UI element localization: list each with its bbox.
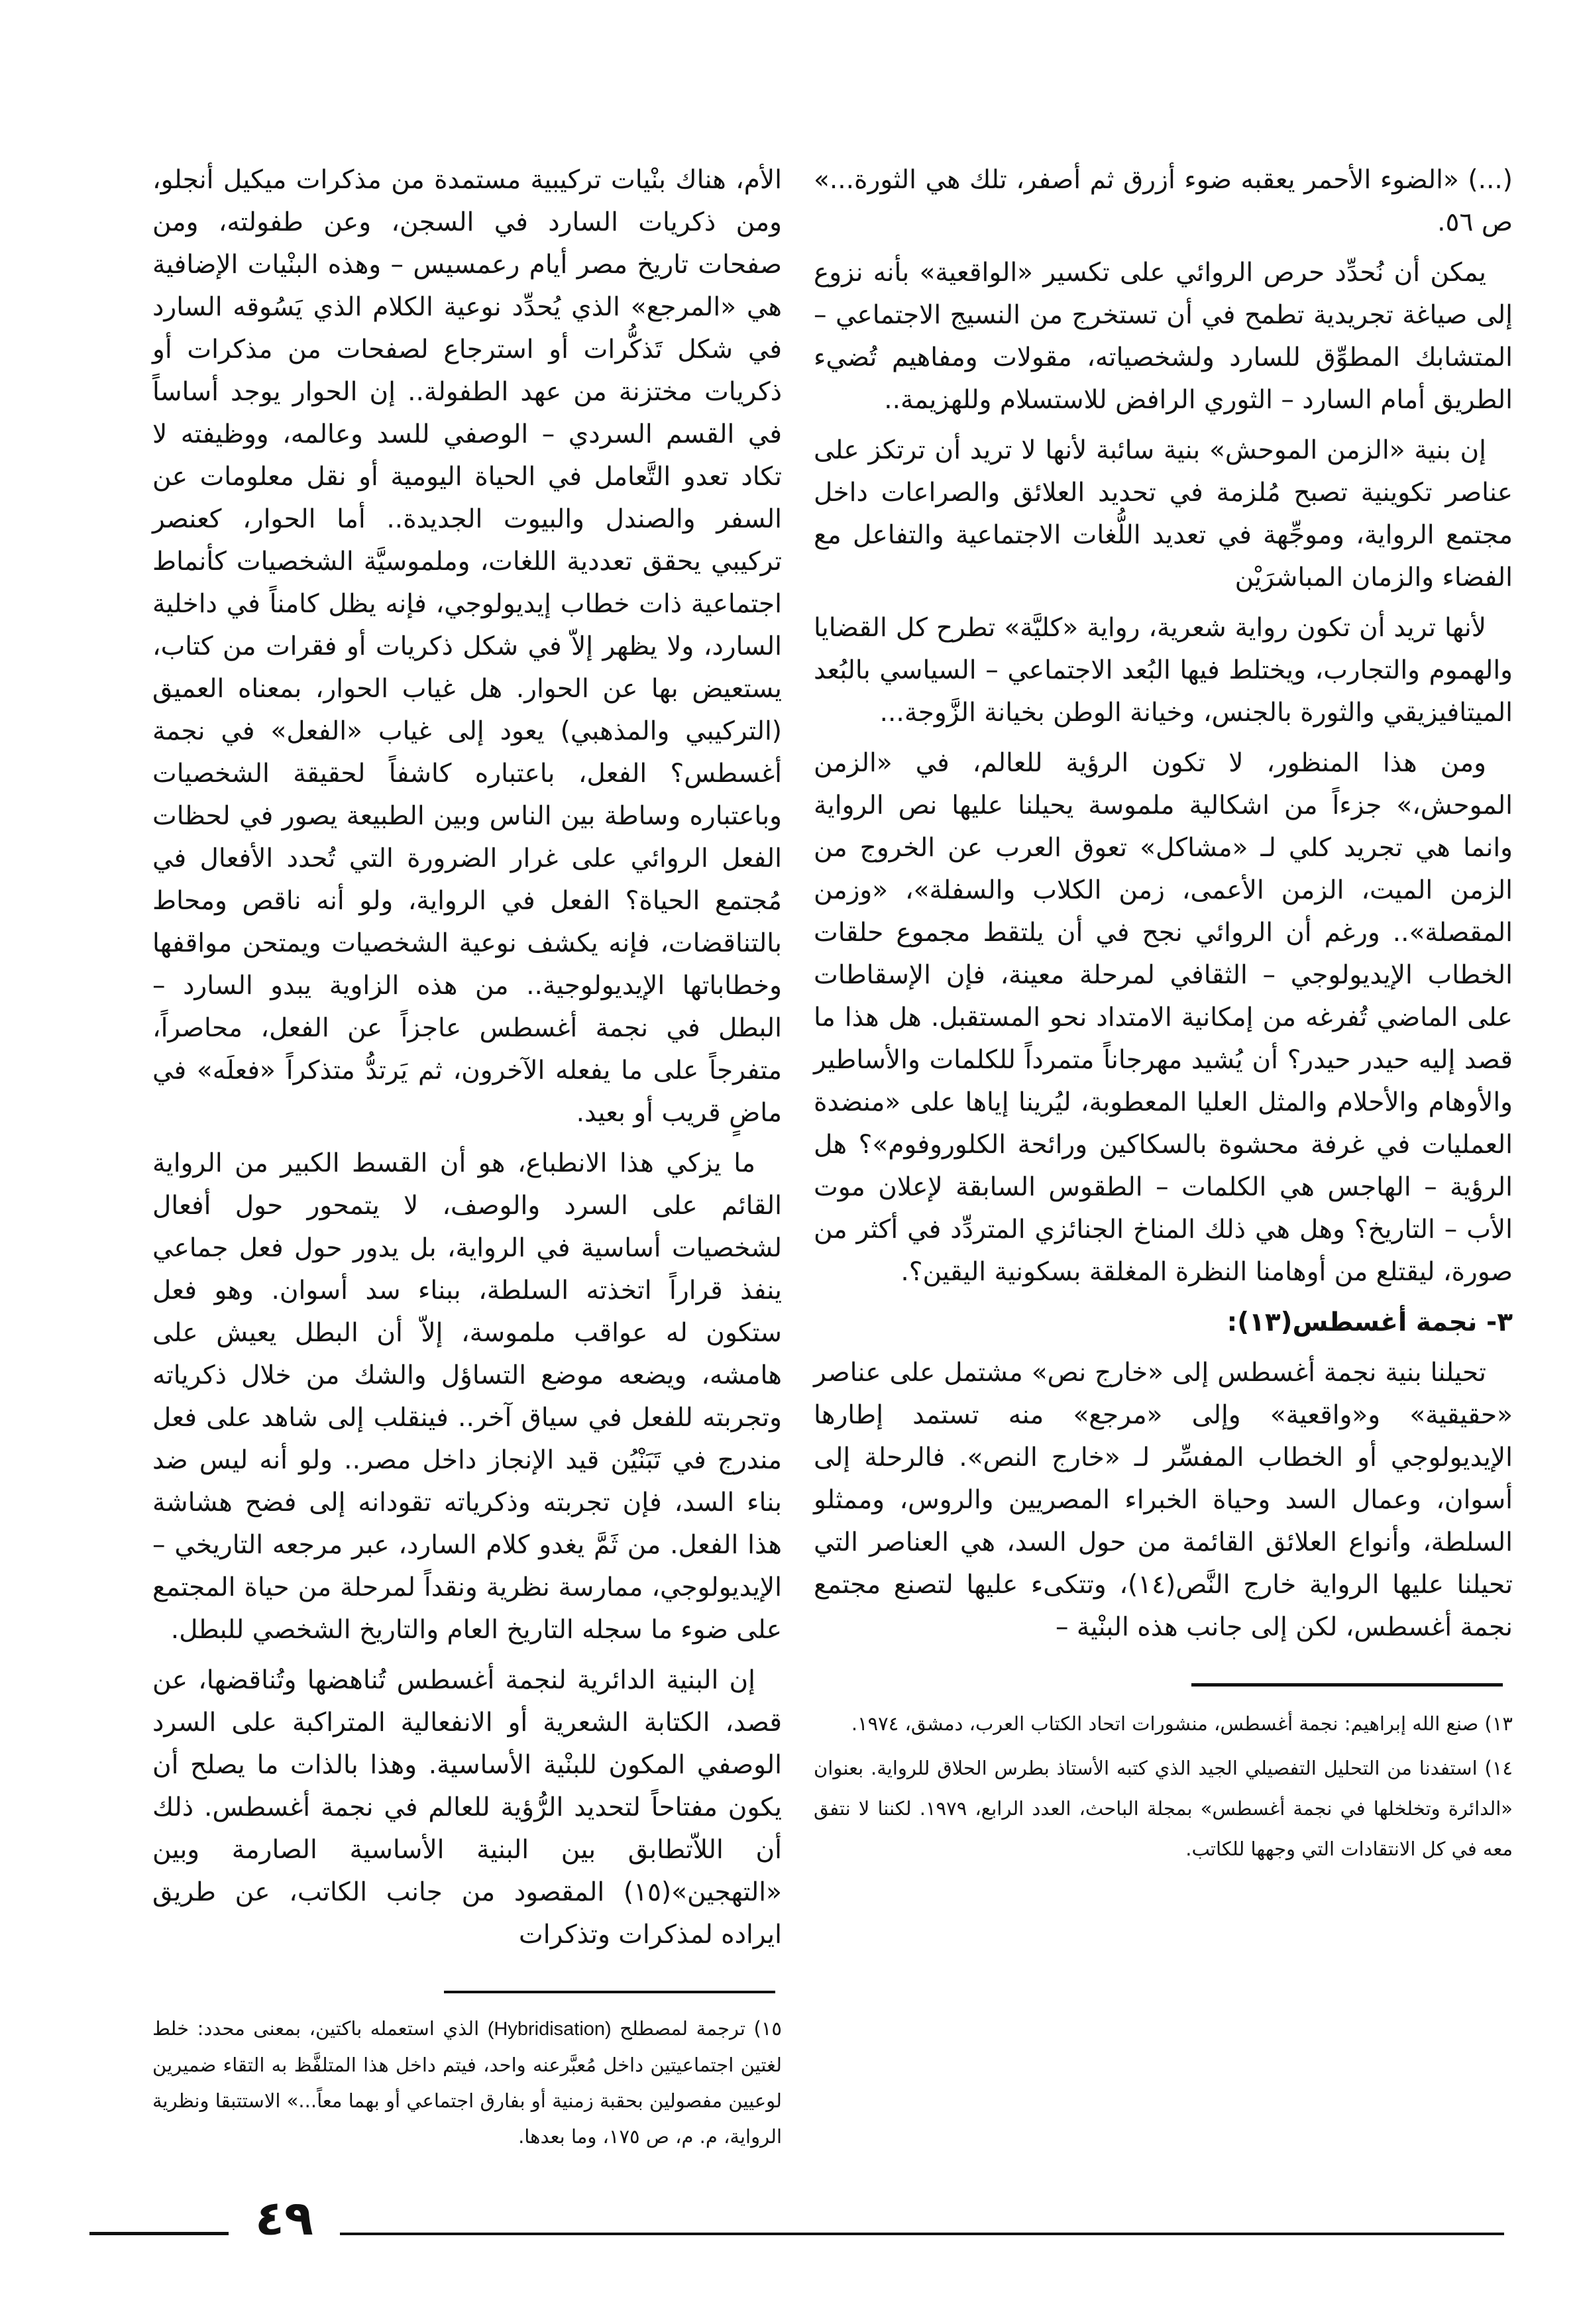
footnote-divider-right (1191, 1683, 1503, 1687)
footnote-divider-left (444, 1991, 775, 1993)
section-heading: ٣- نجمة أغسطس(١٣): (1226, 1307, 1513, 1337)
bottom-rule-left (89, 2232, 229, 2235)
paragraph: تحيلنا بنية نجمة أغسطس إلى «خارج نص» مشتمل على عناصر «حقيقية» و«واقعية» وإلى «مرجع» منه تستمد إطارها الإيديولوجي أو الخطاب المفسِّر لـ «خارج النص». فالرحلة إلى أسوان، وعمال السد وحياة الخبراء المصريين والروس، وممثلو السلطة، وأنواع العلائق القائمة من حول السد، هي العناصر التي تحيلنا عليها الرواية خارج النَّص(١٤)، وتتكىء عليها لتصنع مجتمع نجمة أغسطس، لكن إلى جانب هذه البنْية – (814, 1358, 1513, 1642)
right-column (814, 159, 1513, 1657)
page-footer (89, 2191, 1504, 2244)
footnote-15-term: (Hybridisation) (487, 2019, 612, 2040)
paragraph: إن بنية «الزمن الموحش» بنية سائبة لأنها لا تريد أن ترتكز على عناصر تكوينية تصبح مُلزمة في تحديد العلائق والصراعات داخل مجتمع الرواية، وموجِّهة في تعديد اللُّغات الاجتماعية والتفاعل مع الفضاء والزمان المباشرَيْن (814, 435, 1513, 592)
right-column-wrapper (814, 159, 1513, 1873)
footnote-15-text: الذي استعمله باكتين، بمعنى محدد: خلط لغتين اجتماعيتين داخل مُعبَّرعنه واحد، فيتم داخل هذا المتلفَّظ به التقاء ضميرين لوعيين مفصولين بحقبة زمنية أو بفارق اجتماعي أو بهما معاً...» الاستتبقا ونظرية الرواية، م. م، ص ١٧٥، وما بعدها. (152, 2017, 782, 2148)
paragraph: ما يزكي هذا الانطباع، هو أن القسط الكبير من الرواية القائم على السرد والوصف، لا يتمحور حول أفعال لشخصيات أساسية في الرواية، بل يدور حول فعل جماعي ينفذ قراراً اتخذته السلطة، ببناء سد أسوان. وهو فعل ستكون له عواقب ملموسة، إلاّ أن البطل يعيش على هامشه، ويضعه موضع التساؤل والشك من خلال ذكرياته وتجربته للفعل في سياق آخر.. فينقلب إلى شاهد على فعل مندرج في تَبَنْيُن قيد الإنجاز داخل مصر.. ولو أنه ليس ضد بناء السد، فإن تجربته وذكرياته تقودانه إلى فضح هشاشة هذا الفعل. من ثَمَّ يغدو كلام السارد، عبر مرجعه التاريخي – الإيديولوجي، ممارسة نظرية ونقداً لمرحلة من حياة المجتمع على ضوء ما سجله التاريخ العام والتاريخ الشخصي للبطل. (152, 1148, 782, 1645)
page-number: ٤٩ (255, 2190, 313, 2246)
paragraph: يمكن أن نُحدِّد حرص الروائي على تكسير «الواقعية» بأنه نزوع إلى صياغة تجريدية تطمح في أن تستخرج من النسيج الاجتماعي – المتشابك المطوِّق للسارد ولشخصياته، مقولات ومفاهيم تُضيء الطريق أمام السارد – الثوري الرافض للاستسلام وللهزيمة.. (814, 258, 1513, 415)
left-column (152, 159, 782, 1964)
paragraph: الأم، هناك بنْيات تركيبية مستمدة من مذكرات ميكيل أنجلو، ومن ذكريات السارد في السجن، وعن طفولته، ومن صفحات تاريخ مصر أيام رعمسيس – وهذه البنْيات الإضافية هي «المرجع» الذي يُحدِّد نوعية الكلام الذي يَسُوقه السارد في شكل تَذكُّرات أو استرجاع لصفحات من مذكرات أو ذكريات مختزنة من عهد الطفولة.. إن الحوار يوجد أساساً في القسم السردي – الوصفي للسد وعالمه، ووظيفته لا تكاد تعدو التَّعامل في الحياة اليومية أو نقل معلومات عن السفر والصندل والبيوت الجديدة.. أما الحوار، كعنصر تركيبي يحقق تعددية اللغات، وملموسيَّة الشخصيات كأنماط اجتماعية ذات خطاب إيديولوجي، فإنه يظل كامناً في داخلية السارد، ولا يظهر إلاّ في شكل ذكريات أو فقرات من كتاب، يستعيض بها عن الحوار. هل غياب الحوار، بمعناه العميق (التركيبي والمذهبي) يعود إلى غياب «الفعل» في نجمة أغسطس؟ الفعل، باعتباره كاشفاً لحقيقة الشخصيات وباعتباره وساطة بين الناس وبين الطبيعة يصور في لحظات الفعل الروائي على غرار الضرورة التي تُحدد الأفعال في مُجتمع الحياة؟ الفعل في الرواية، ولو أنه ناقص ومحاط بالتناقضات، فإنه يكشف نوعية الشخصيات ويمتحن مواقفها وخطاباتها الإيديولوجية.. من هذه الزاوية يبدو السارد – البطل في نجمة أغسطس عاجزاً عن الفعل، محاصراً، متفرجاً على ما يفعله الآخرون، ثم يَرتدُّ متذكراً «فعلَه» في ماضٍ قريب أو بعيد. (152, 165, 782, 1128)
paragraph: (...) «الضوء الأحمر يعقبه ضوء أزرق ثم أصفر، تلك هي الثورة...» ص ٥٦. (814, 165, 1513, 237)
footnote-13: ١٣) صنع الله إبراهيم: نجمة أغسطس، منشورات اتحاد الكتاب العرب، دمشق، ١٩٧٤. (851, 1712, 1513, 1735)
paragraph: لأنها تريد أن تكون رواية شعرية، رواية «كليَّة» تطرح كل القضايا والهموم والتجارب، ويختلط فيها البُعد الاجتماعي – السياسي بالبُعد الميتافيزيقي والثورة بالجنس، وخيانة الوطن بخيانة الزَّوجة... (814, 613, 1513, 728)
left-column-wrapper (152, 159, 782, 2158)
footnote-15 (152, 2011, 782, 2154)
paragraph: إن البنية الدائرية لنجمة أغسطس تُناهضها وتُناقضها، عن قصد، الكتابة الشعرية أو الانفعالية المتراكبة على السرد الوصفي المكون للبنْية الأساسية. وهذا بالذات ما يصلح أن يكون مفتاحاً لتحديد الرُّؤية للعالم في نجمة أغسطس. ذلك أن اللاّتطابق بين البنية الأساسية الصارمة وبين «التهجين»(١٥) المقصود من جانب الكاتب، عن طريق ايراده لمذكرات وتذكرات (152, 1665, 782, 1950)
bottom-rule-right (340, 2233, 1504, 2235)
footnote-14: ١٤) استفدنا من التحليل التفصيلي الجيد الذي كتبه الأستاذ بطرس الحلاق للرواية. بعنوان «الدائرة وتخلخلها في نجمة أغسطس» بمجلة الباحث، العدد الرابع، ١٩٧٩. لكننا لا نتفق معه في كل الانتقادات التي وجهها للكاتب. (814, 1757, 1513, 1860)
footnotes-left (152, 2011, 782, 2158)
columns (152, 159, 1513, 2158)
footnotes-right (814, 1704, 1513, 1873)
paragraph: ومن هذا المنظور، لا تكون الرؤية للعالم، في «الزمن الموحش،» جزءاً من اشكالية ملموسة يحيلنا عليها نص الرواية وانما هي تجريد كلي لـ «مشاكل» تعوق العرب عن الخروج من الزمن الميت، الزمن الأعمى، زمن الكلاب والسفلة»، «وزمن المقصلة».. ورغم أن الروائي نجح في أن يلتقط مجموع حلقات الخطاب الإيديولوجي – الثقافي لمرحلة معينة، فإن الإسقاطات على الماضي تُفرغه من إمكانية الامتداد نحو المستقبل. هل هذا ما قصد إليه حيدر حيدر؟ أن يُشيد مهرجاناً متمرداً للكلمات والأساطير والأوهام والأحلام والمثل العليا المعطوبة، ليُرينا إياها على «منضدة العمليات في غرفة محشوة بالسكاكين ورائحة الكلوروفوم»؟ هل الرؤية – الهاجس هي الكلمات – الطقوس السابقة لإعلان موت الأب – التاريخ؟ وهل هي ذلك المناخ الجنائزي المتردِّد في أكثر من صورة، ليقتلع من أوهامنا النظرة المغلقة بسكونية اليقين؟. (814, 748, 1513, 1287)
footnote-15-prefix: ١٥) ترجمة لمصطلح (620, 2017, 783, 2040)
